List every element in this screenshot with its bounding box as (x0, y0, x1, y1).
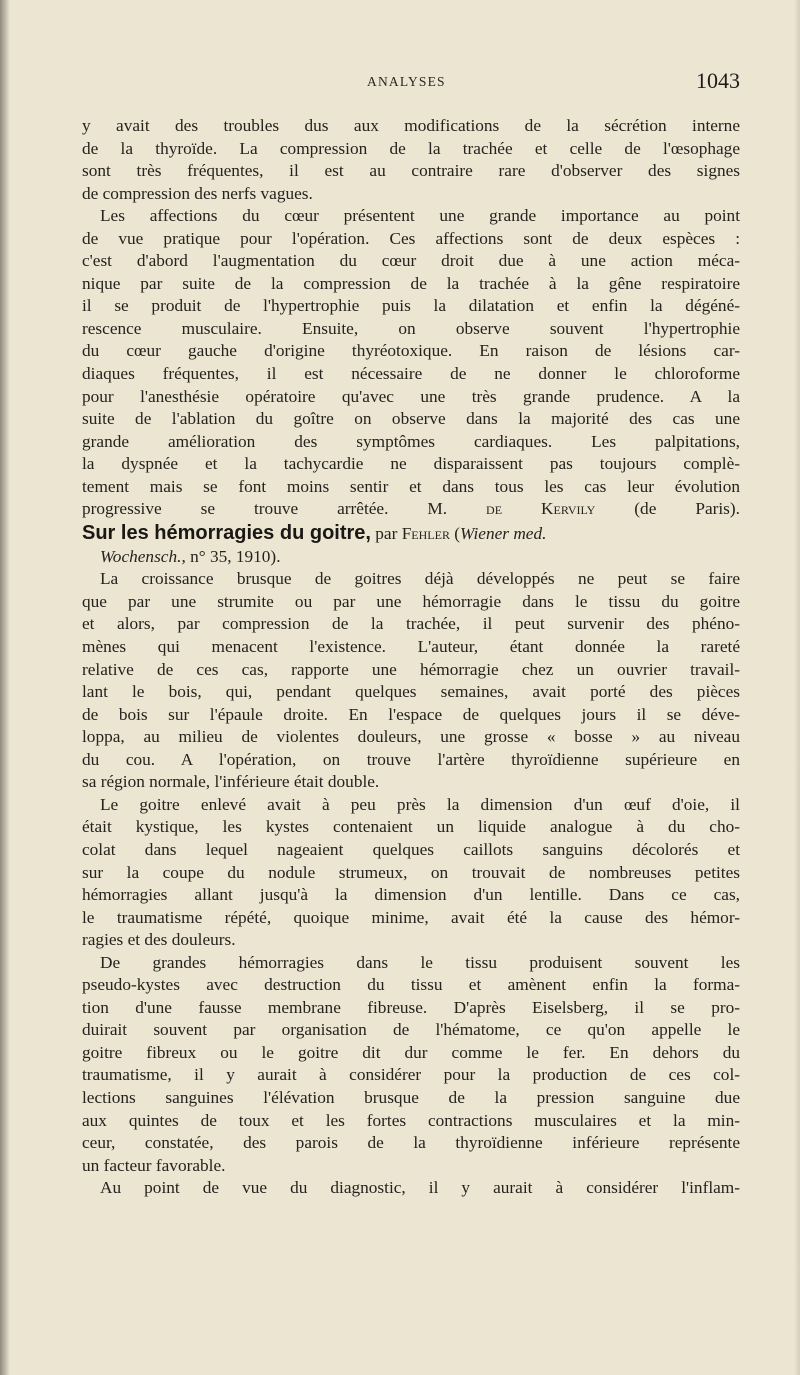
text-line: nique par suite de la compression de la trachée à la gêne respiratoire (82, 273, 740, 293)
text-line: La croissance brusque de goitres déjà développés ne peut se faire (100, 569, 740, 589)
text-line: et alors, par compression de la trachée, il peut survenir des phéno- (82, 614, 740, 634)
text-line: hémorragies allant jusqu'à la dimension d'un lentille. Dans ce cas, (82, 885, 740, 905)
text-line: de bois sur l'épaule droite. En l'espace de quelques jours il se déve- (82, 704, 740, 724)
text-line: colat dans lequel nageaient quelques caillots sanguins décolorés et (82, 839, 740, 859)
running-head: ANALYSES (367, 74, 446, 89)
text-line: c'est d'abord l'augmentation du cœur droit due à une action méca- (82, 251, 740, 271)
citation-details: , n° 35, 1910). (181, 546, 281, 566)
text-line: tement mais se font moins sentir et dans tous les cas leur évolution (82, 476, 740, 496)
text-line: un facteur favorable. (82, 1155, 226, 1175)
journal-name: Wiener med. (460, 523, 547, 543)
text-line: était kystique, les kystes contenaient un liquide analogue à du cho- (82, 817, 740, 837)
text-line: y avait des troubles dus aux modifications de la sécrétion interne (82, 116, 740, 135)
text-line: grande amélioration des symptômes cardiaques. Les palpitations, (82, 431, 740, 451)
article-body (82, 115, 740, 1200)
text-line: lant le bois, qui, pendant quelques semaines, avait porté des pièces (82, 682, 740, 702)
author-particle: de (486, 499, 503, 519)
text-line: du cœur gauche d'origine thyréotoxique. En raison de lésions car- (82, 341, 740, 361)
text-line: sa région normale, l'inférieure était double. (82, 772, 380, 792)
text-line: ceur, constatée, des parois de la thyroïdienne inférieure représente (82, 1133, 740, 1153)
text-line: ragies et des douleurs. (82, 930, 236, 950)
review-author: M. de Kervily (de Paris). (427, 499, 740, 519)
article-heading: Sur les hémorragies du goitre, par Fehler (Wiener med. (82, 521, 547, 544)
text-line: aux quintes de toux et les fortes contractions musculaires et la min- (82, 1110, 740, 1130)
page-header (82, 68, 740, 98)
article-title: Sur les hémorragies du goitre, (82, 521, 371, 544)
text-line: de vue pratique pour l'opération. Ces affections sont de deux espèces : (82, 228, 740, 248)
text-line: le traumatisme répété, quoique minime, avait été la cause des hémor- (82, 907, 740, 927)
text-line: tion d'une fausse membrane fibreuse. D'après Eiselsberg, il se pro- (82, 997, 740, 1017)
article-author: Fehler (401, 523, 450, 543)
text-line: de compression des nerfs vagues. (82, 183, 313, 203)
text-line: du cou. A l'opération, on trouve l'artère thyroïdienne supérieure en (82, 749, 740, 769)
text-line: mènes qui menacent l'existence. L'auteur, étant donnée la rareté (82, 637, 740, 657)
text-line: Le goitre enlevé avait à peu près la dimension d'un œuf d'oie, il (100, 794, 740, 814)
text-line: il se produit de l'hypertrophie puis la dilatation et enfin la dégéné- (82, 296, 740, 316)
page-number: 1043 (696, 68, 740, 93)
text-line: traumatisme, il y aurait à considérer pour la production de ces col- (82, 1065, 740, 1085)
text-line: rescence musculaire. Ensuite, on observe souvent l'hypertrophie (82, 318, 740, 338)
text-line: De grandes hémorragies dans le tissu produisent souvent les (100, 952, 740, 972)
journal-name-cont: Wochensch. (100, 546, 182, 566)
citation-line (82, 546, 740, 569)
text-line: lections sanguines l'élévation brusque de la pression sanguine due (82, 1087, 740, 1107)
signature-line-text: progressive se trouve arrêtée. (82, 499, 389, 519)
text-line: la dyspnée et la tachycardie ne disparaissent pas toujours complè- (82, 454, 740, 474)
text-line: pour l'anesthésie opératoire qu'avec une très grande prudence. A la (82, 386, 740, 406)
text-line: duirait souvent par organisation de l'hématome, ce qu'on appelle le (82, 1020, 740, 1040)
text-line: loppa, au milieu de violentes douleurs, une grosse « bosse » au niveau (82, 727, 740, 747)
text-line: goitre fibreux ou le goitre dit dur comme le fer. En dehors du (82, 1042, 740, 1062)
text-line: diaques fréquentes, il est nécessaire de ne donner le chloroforme (82, 364, 740, 384)
page-binding-shadow (0, 0, 10, 1375)
text-line: pseudo-kystes avec destruction du tissu et amènent enfin la forma- (82, 975, 740, 995)
text-line: de la thyroïde. La compression de la trachée et celle de l'œsophage (82, 138, 740, 158)
text-line: relative de ces cas, rapporte une hémorragie chez un ouvrier travail- (82, 659, 740, 679)
signature-line (82, 498, 740, 521)
text-line: sur la coupe du nodule strumeux, on trouvait de nombreuses petites (82, 862, 740, 882)
text-line: Les affections du cœur présentent une grande importance au point (100, 206, 740, 226)
author-name: Kervily (541, 499, 596, 519)
text-line: suite de l'ablation du goître on observe dans la majorité des cas une (82, 409, 740, 429)
text-line: Au point de vue du diagnostic, il y aurait à considérer l'inflam- (100, 1178, 740, 1198)
text-line: sont très fréquentes, il est au contraire rare d'observer des signes (82, 161, 740, 181)
text-line: que par une strumite ou par une hémorragie dans le tissu du goitre (82, 591, 740, 611)
page-edge-shadow (794, 0, 800, 1375)
